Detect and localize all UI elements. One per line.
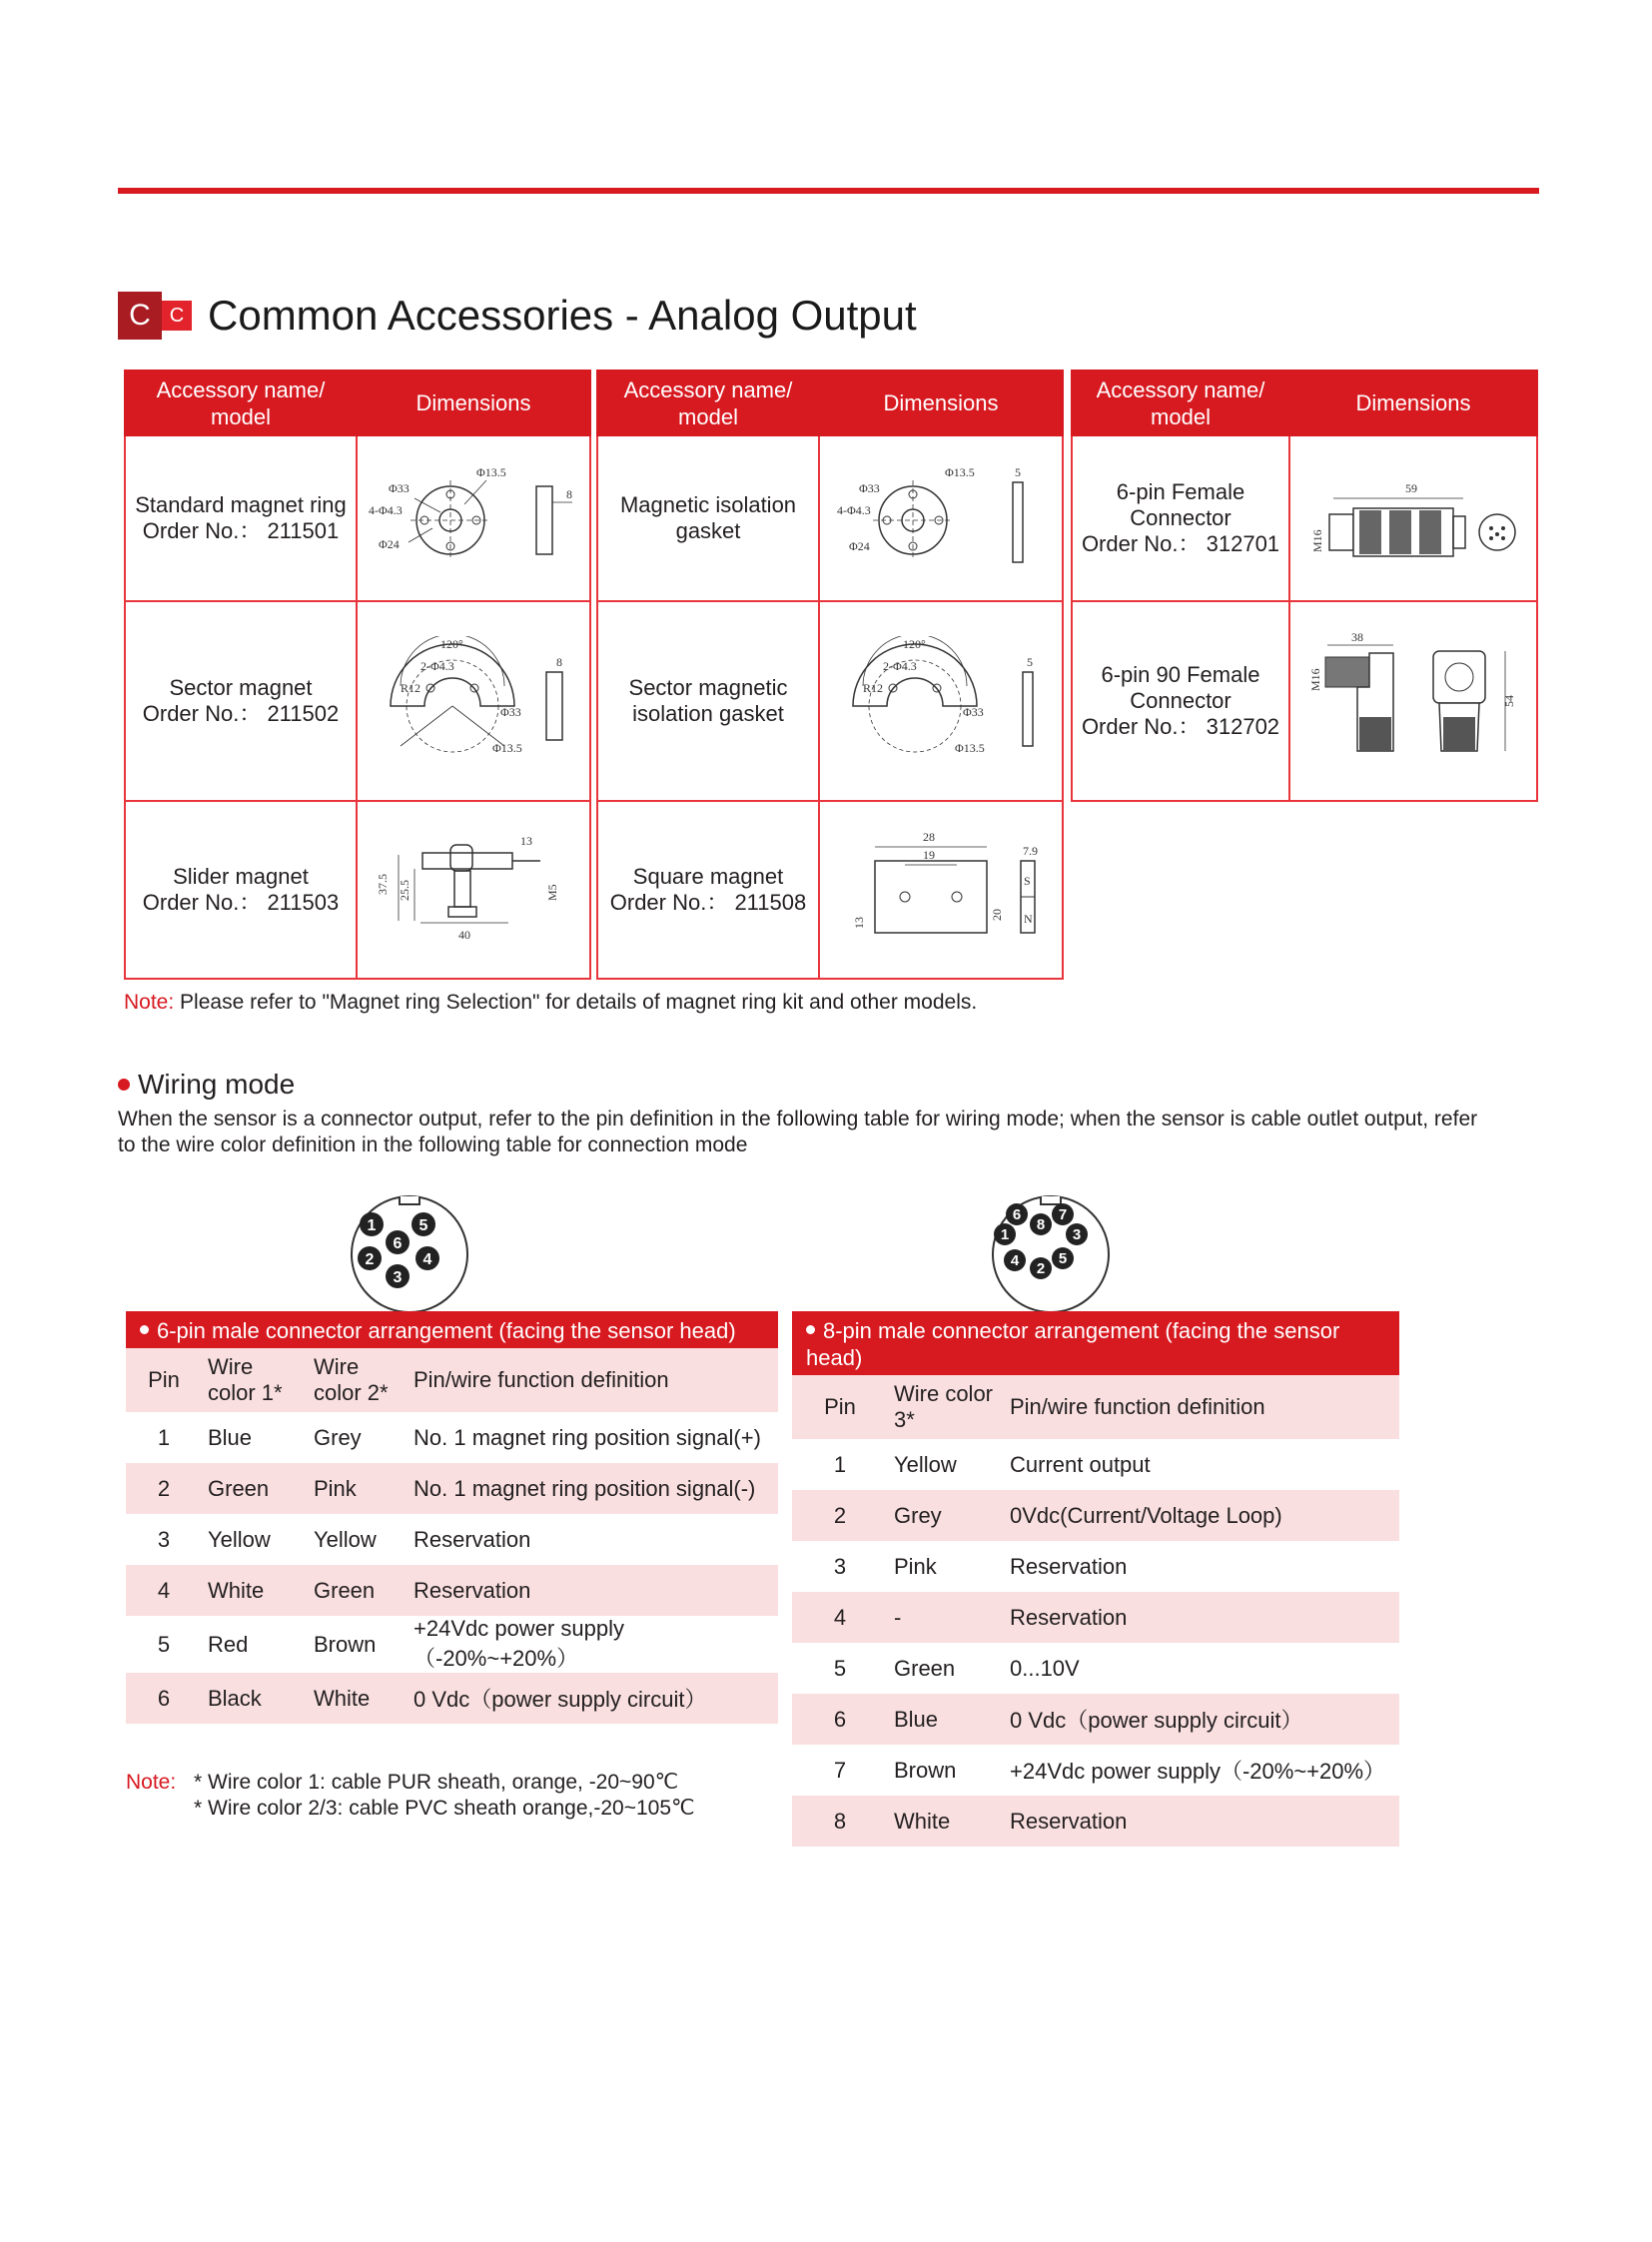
dim-m16: M16	[1310, 529, 1324, 552]
dim-h43: 2-Φ4.3	[883, 659, 917, 673]
table-row	[126, 1673, 778, 1724]
header-wire-color-3: Wire color 3*	[888, 1375, 1004, 1439]
dim-h20: 20	[990, 909, 1004, 921]
dim-d135: Φ13.5	[955, 741, 985, 755]
dim-t5: 5	[1027, 655, 1033, 669]
dim-d135: Φ13.5	[945, 465, 975, 479]
table-row	[792, 1745, 1399, 1796]
svg-text:1: 1	[1000, 1226, 1010, 1243]
accessory-name-cell	[597, 801, 819, 979]
cell-wire-color-1: Red	[202, 1616, 308, 1673]
cell-wire-color-2: Pink	[308, 1463, 408, 1514]
cell-pin: 2	[126, 1463, 202, 1514]
note-line: * Wire color 1: cable PUR sheath, orange, -20~90℃	[194, 1771, 679, 1794]
cell-pin: 8	[792, 1796, 888, 1847]
logo-letter-big: C	[118, 292, 162, 340]
dim-h375: 37.5	[376, 874, 390, 895]
wiring-description: When the sensor is a connector output, refer to the pin definition in the following table for wiring mode; when the sensor is cable outlet output, refer to the wire color definition in the following table for connection mode	[118, 1108, 1478, 1156]
header-pin: Pin	[126, 1348, 202, 1412]
square-magnet-drawing	[823, 825, 1059, 955]
svg-text:6: 6	[1012, 1206, 1022, 1223]
page-title: Common Accessories - Analog Output	[208, 292, 917, 339]
cell-function: +24Vdc power supply （-20%~+20%）	[408, 1616, 778, 1673]
top-rule	[118, 188, 1539, 194]
accessory-name: Sector magnetic isolation gasket	[628, 675, 788, 726]
cell-pin: 2	[792, 1490, 888, 1541]
female-connector-drawing	[1293, 458, 1533, 578]
pin-7-icon	[1052, 1203, 1074, 1225]
cell-pin: 1	[792, 1439, 888, 1490]
header-wire-color-2: Wire color 2*	[308, 1348, 408, 1412]
table-row	[126, 1565, 778, 1616]
cell-function: Reservation	[408, 1565, 778, 1616]
pin-1-icon	[994, 1223, 1016, 1245]
table-row	[126, 1412, 778, 1463]
accessory-name: 6-pin Female Connector	[1116, 479, 1245, 530]
col-header-name: Accessory name/ model	[597, 371, 819, 435]
accessory-name: Standard magnet ring	[135, 492, 347, 517]
cell-wire-color: Pink	[888, 1541, 1004, 1592]
dim-a120: 120°	[440, 637, 463, 651]
cell-wire-color: White	[888, 1796, 1004, 1847]
accessory-name: Slider magnet	[173, 864, 309, 889]
accessory-table-left	[124, 370, 591, 980]
cell-function: 0 Vdc（power supply circuit）	[1004, 1694, 1399, 1745]
svg-text:6: 6	[393, 1235, 403, 1252]
dim-t8: 8	[556, 655, 562, 669]
cell-pin: 7	[792, 1745, 888, 1796]
cell-function: Reservation	[408, 1514, 778, 1565]
pin-2-icon	[358, 1246, 382, 1270]
dim-d43: 4-Φ4.3	[837, 503, 871, 517]
accessory-name-cell	[125, 801, 357, 979]
pole-s: S	[1024, 874, 1031, 888]
accessory-name-cell	[1072, 601, 1289, 801]
pin-3-icon	[1066, 1223, 1088, 1245]
cell-wire-color: Green	[888, 1643, 1004, 1694]
cell-function: +24Vdc power supply（-20%~+20%）	[1004, 1745, 1399, 1796]
cell-pin: 3	[126, 1514, 202, 1565]
cell-wire-color: Blue	[888, 1694, 1004, 1745]
note-label: Note:	[126, 1771, 177, 1794]
accessory-table-middle	[596, 370, 1064, 980]
cell-function: No. 1 magnet ring position signal(+)	[408, 1412, 778, 1463]
svg-text:5: 5	[418, 1217, 428, 1234]
wiring-heading	[118, 1069, 295, 1101]
table-row	[126, 1616, 778, 1673]
pin-8-icon	[1030, 1213, 1052, 1235]
dim-d43: 4-Φ4.3	[369, 503, 403, 517]
cell-function: Reservation	[1004, 1796, 1399, 1847]
bullet-dot-icon	[806, 1325, 815, 1334]
wiring-heading-text: Wiring mode	[138, 1069, 296, 1100]
accessory-note	[124, 991, 977, 1015]
header-function: Pin/wire function definition	[1004, 1375, 1399, 1439]
order-number: Order No.： 211508	[609, 890, 807, 915]
dim-t8: 8	[566, 487, 572, 501]
cell-pin: 4	[792, 1592, 888, 1643]
table-row	[792, 1541, 1399, 1592]
dim-m5: M5	[545, 884, 559, 901]
table-row	[792, 1592, 1399, 1643]
col-header-dimensions: Dimensions	[1289, 371, 1537, 435]
pin-4-icon	[415, 1246, 439, 1270]
sector-magnet-drawing	[361, 636, 586, 766]
dim-t79: 7.9	[1023, 844, 1038, 858]
dim-h255: 25.5	[398, 880, 412, 901]
cell-wire-color: -	[888, 1592, 1004, 1643]
magnetic-isolation-gasket-drawing	[823, 458, 1059, 578]
table-caption	[792, 1311, 1399, 1375]
table-row	[126, 1463, 778, 1514]
accessory-name: Magnetic isolation gasket	[619, 492, 797, 543]
dim-d33: Φ33	[389, 481, 410, 495]
dimension-drawing-cell	[819, 801, 1063, 979]
dimension-drawing-cell	[357, 601, 590, 801]
dim-d24: Φ24	[849, 539, 870, 553]
wire-color-note	[126, 1770, 695, 1822]
cell-function: 0 Vdc（power supply circuit）	[408, 1673, 778, 1724]
dim-r12: R12	[401, 681, 421, 695]
cell-function: Current output	[1004, 1439, 1399, 1490]
pin-4-icon	[1004, 1249, 1026, 1271]
dim-h13: 13	[852, 917, 866, 929]
cell-function: Reservation	[1004, 1541, 1399, 1592]
cell-wire-color: Yellow	[888, 1439, 1004, 1490]
dim-d33: Φ33	[500, 705, 521, 719]
accessory-name-cell	[597, 601, 819, 801]
dim-d135: Φ13.5	[492, 741, 522, 755]
svg-text:7: 7	[1058, 1206, 1068, 1223]
svg-text:2: 2	[1036, 1260, 1046, 1277]
col-header-name: Accessory name/ model	[125, 371, 357, 435]
cell-wire-color-1: Black	[202, 1673, 308, 1724]
note-label: Note:	[124, 991, 175, 1014]
dim-h43: 2-Φ4.3	[420, 659, 454, 673]
six-pin-table	[126, 1311, 778, 1724]
header-wire-color-1: Wire color 1*	[202, 1348, 308, 1412]
header-function: Pin/wire function definition	[408, 1348, 778, 1412]
sector-isolation-gasket-drawing	[823, 636, 1059, 766]
col-header-dimensions: Dimensions	[357, 371, 590, 435]
cell-wire-color-2: Brown	[308, 1616, 408, 1673]
dim-a120: 120°	[903, 637, 926, 651]
order-number: Order No.： 211501	[142, 518, 340, 543]
table-row	[792, 1643, 1399, 1694]
table-row	[792, 1490, 1399, 1541]
pin-5-icon	[1052, 1247, 1074, 1269]
cell-pin: 5	[126, 1616, 202, 1673]
cell-pin: 3	[792, 1541, 888, 1592]
pin-2-icon	[1030, 1257, 1052, 1279]
cell-wire-color-2: Yellow	[308, 1514, 408, 1565]
svg-text:5: 5	[1058, 1250, 1068, 1267]
dimension-drawing-cell	[819, 435, 1063, 601]
cell-wire-color-1: Green	[202, 1463, 308, 1514]
dim-d33: Φ33	[963, 705, 984, 719]
dim-w40: 40	[458, 928, 470, 942]
dim-w13: 13	[520, 834, 532, 848]
table-caption-text: 8-pin male connector arrangement (facing the sensor head)	[806, 1318, 1340, 1370]
cell-pin: 1	[126, 1412, 202, 1463]
brand-logo	[118, 292, 192, 340]
dim-d24: Φ24	[379, 537, 400, 551]
dim-l38: 38	[1351, 631, 1363, 644]
cell-wire-color-2: White	[308, 1673, 408, 1724]
bullet-dot-icon	[118, 1079, 130, 1091]
dim-d33: Φ33	[859, 481, 880, 495]
svg-text:8: 8	[1036, 1216, 1046, 1233]
table-caption-text: 6-pin male connector arrangement (facing the sensor head)	[157, 1318, 736, 1343]
cell-pin: 6	[126, 1673, 202, 1724]
dimension-drawing-cell	[819, 601, 1063, 801]
cell-wire-color-2: Grey	[308, 1412, 408, 1463]
cell-function: 0Vdc(Current/Voltage Loop)	[1004, 1490, 1399, 1541]
header-pin: Pin	[792, 1375, 888, 1439]
dimension-drawing-cell	[1289, 601, 1537, 801]
eight-pin-table	[792, 1311, 1399, 1847]
cell-function: No. 1 magnet ring position signal(-)	[408, 1463, 778, 1514]
svg-text:1: 1	[367, 1217, 377, 1234]
dim-d135: Φ13.5	[476, 465, 506, 479]
eight-pin-connector-icon	[989, 1192, 1113, 1316]
accessory-table-right	[1071, 370, 1538, 802]
cell-wire-color: Brown	[888, 1745, 1004, 1796]
pin-5-icon	[412, 1212, 435, 1236]
table-row	[792, 1439, 1399, 1490]
logo-letter-small: C	[162, 301, 192, 331]
table-caption	[126, 1311, 778, 1348]
note-line: * Wire color 2/3: cable PVC sheath orange,-20~105℃	[194, 1797, 695, 1820]
six-pin-connector-icon	[348, 1192, 471, 1316]
pin-1-icon	[360, 1212, 384, 1236]
title-row	[118, 290, 917, 342]
standard-magnet-ring-drawing	[361, 458, 586, 578]
svg-text:3: 3	[393, 1269, 403, 1286]
dim-h54: 54	[1502, 695, 1516, 707]
order-number: Order No.： 211502	[142, 701, 340, 726]
accessory-name-cell	[125, 435, 357, 601]
cell-pin: 5	[792, 1643, 888, 1694]
accessory-name: Sector magnet	[169, 675, 313, 700]
svg-text:4: 4	[422, 1251, 432, 1268]
svg-text:4: 4	[1010, 1252, 1020, 1269]
order-number: Order No.： 312702	[1081, 714, 1280, 739]
cell-wire-color-1: Yellow	[202, 1514, 308, 1565]
table-row	[792, 1694, 1399, 1745]
pin-6-icon	[386, 1230, 410, 1254]
slider-magnet-drawing	[361, 825, 586, 955]
col-header-name: Accessory name/ model	[1072, 371, 1289, 435]
cell-pin: 6	[792, 1694, 888, 1745]
bullet-dot-icon	[140, 1325, 149, 1334]
order-number: Order No.： 312701	[1081, 531, 1280, 556]
accessory-name-cell	[597, 435, 819, 601]
note-text: Please refer to "Magnet ring Selection" for details of magnet ring kit and other models.	[174, 991, 978, 1014]
dim-w19: 19	[923, 848, 935, 862]
table-row	[792, 1796, 1399, 1847]
dimension-drawing-cell	[357, 435, 590, 601]
dim-w28: 28	[923, 830, 935, 844]
cell-wire-color-1: White	[202, 1565, 308, 1616]
cell-wire-color-2: Green	[308, 1565, 408, 1616]
accessory-name: Square magnet	[632, 864, 784, 889]
dim-t5: 5	[1015, 465, 1021, 479]
accessory-name-cell	[1072, 435, 1289, 601]
female-90-connector-drawing	[1293, 631, 1533, 771]
svg-text:2: 2	[365, 1251, 375, 1268]
cell-function: Reservation	[1004, 1592, 1399, 1643]
cell-wire-color-1: Blue	[202, 1412, 308, 1463]
svg-text:3: 3	[1072, 1226, 1082, 1243]
table-row	[126, 1514, 778, 1565]
cell-function: 0...10V	[1004, 1643, 1399, 1694]
cell-wire-color: Grey	[888, 1490, 1004, 1541]
order-number: Order No.： 211503	[142, 890, 340, 915]
pin-6-icon	[1006, 1203, 1028, 1225]
dim-l59: 59	[1405, 481, 1417, 495]
pole-n: N	[1024, 912, 1033, 926]
dim-m16: M16	[1308, 668, 1322, 691]
cell-pin: 4	[126, 1565, 202, 1616]
dim-r12: R12	[863, 681, 884, 695]
accessory-name: 6-pin 90 Female Connector	[1101, 662, 1260, 713]
pin-3-icon	[386, 1264, 410, 1288]
dimension-drawing-cell	[1289, 435, 1537, 601]
dimension-drawing-cell	[357, 801, 590, 979]
accessory-name-cell	[125, 601, 357, 801]
col-header-dimensions: Dimensions	[819, 371, 1063, 435]
